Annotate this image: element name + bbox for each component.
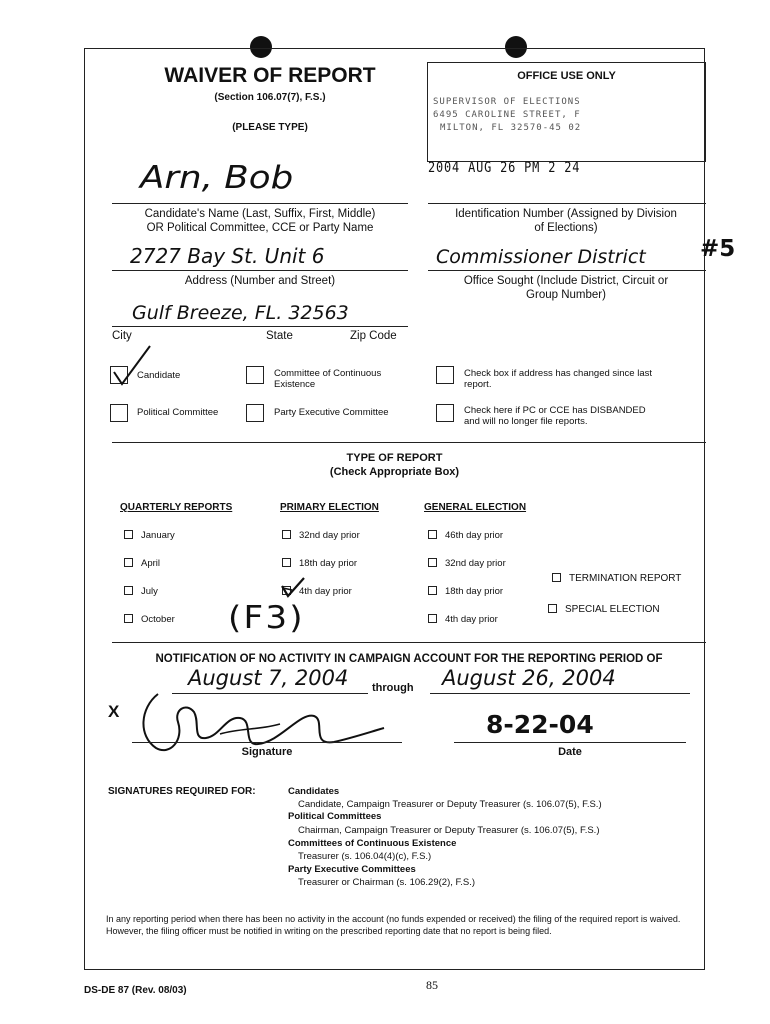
- id-label-1: Identification Number (Assigned by Division: [455, 208, 677, 220]
- date-line: [454, 742, 686, 743]
- address-changed-label-1: Check box if address has changed since last: [464, 368, 652, 379]
- city-line: [112, 326, 408, 327]
- cce-checkbox[interactable]: [246, 366, 264, 384]
- handwritten-f3: (F3): [228, 600, 305, 636]
- checkbox-icon: [124, 586, 133, 595]
- office-sought-line: [428, 270, 706, 271]
- special-election-option[interactable]: SPECIAL ELECTION: [548, 604, 660, 615]
- date-label: Date: [558, 746, 582, 758]
- checkbox-icon: [428, 586, 437, 595]
- sig-req-cce-title: Committees of Continuous Existence: [288, 838, 457, 849]
- signature-x-mark: X: [108, 702, 120, 721]
- termination-report-option[interactable]: TERMINATION REPORT: [552, 573, 681, 584]
- sig-req-political-detail: Chairman, Campaign Treasurer or Deputy Treasurer (s. 106.07(5), F.S.): [298, 825, 600, 836]
- sig-req-cce-detail: Treasurer (s. 106.04(4)(c), F.S.): [298, 851, 432, 862]
- period-to-line: [430, 693, 690, 694]
- checkbox-icon: [552, 573, 561, 582]
- report-type-heading: TYPE OF REPORT: [346, 452, 443, 464]
- id-label-2: of Elections): [534, 222, 598, 234]
- general-option-46th[interactable]: 46th day prior: [428, 530, 503, 541]
- quarterly-option-july[interactable]: July: [124, 586, 158, 597]
- sig-req-party-title: Party Executive Committees: [288, 864, 416, 875]
- general-header: GENERAL ELECTION: [424, 502, 527, 513]
- primary-option-4th[interactable]: 4th day prior: [282, 586, 352, 597]
- office-sought-value: Commissioner District: [436, 246, 646, 268]
- address-line: [112, 270, 408, 271]
- checkbox-icon: [124, 530, 133, 539]
- primary-option-32nd[interactable]: 32nd day prior: [282, 530, 360, 541]
- checkbox-icon: [428, 614, 437, 623]
- office-stamp-line1: SUPERVISOR OF ELECTIONS: [433, 97, 581, 107]
- signature-label: Signature: [241, 746, 293, 758]
- checkbox-icon: [428, 558, 437, 567]
- id-line: [428, 203, 706, 204]
- sig-req-candidates-detail: Candidate, Campaign Treasurer or Deputy Treasurer (s. 106.07(5), F.S.): [298, 799, 602, 810]
- sig-req-candidates-title: Candidates: [288, 786, 340, 797]
- office-sought-label-1: Office Sought (Include District, Circuit or: [463, 275, 669, 287]
- disbanded-label-2: and will no longer file reports.: [464, 416, 588, 427]
- signatures-required-label: SIGNATURES REQUIRED FOR:: [108, 786, 256, 797]
- checkbox-icon: [124, 558, 133, 567]
- form-section: (Section 106.07(7), F.S.): [214, 92, 326, 103]
- general-option-32nd[interactable]: 32nd day prior: [428, 558, 506, 569]
- quarterly-header: QUARTERLY REPORTS: [120, 502, 233, 513]
- address-label: Address (Number and Street): [184, 275, 336, 287]
- period-from-value: August 7, 2004: [188, 666, 349, 690]
- disbanded-label-1: Check here if PC or CCE has DISBANDED: [464, 405, 646, 416]
- office-stamp-line3: MILTON, FL 32570-45 02: [440, 123, 582, 133]
- office-stamp-line2: 6495 CAROLINE STREET, F: [433, 110, 581, 120]
- signature-line: [132, 742, 402, 743]
- primary-header: PRIMARY ELECTION: [280, 502, 379, 513]
- period-to-value: August 26, 2004: [442, 666, 616, 690]
- date-received-stamp: 2004 AUG 26 PM 2 24: [428, 160, 581, 176]
- address-changed-label-2: report.: [464, 379, 492, 390]
- sig-req-party-detail: Treasurer or Chairman (s. 106.29(2), F.S.): [298, 877, 476, 888]
- through-label: through: [372, 682, 414, 694]
- candidate-option-label: Candidate: [137, 370, 181, 381]
- city-state-zip-value: Gulf Breeze, FL. 32563: [132, 302, 349, 324]
- party-committee-label: Party Executive Committee: [274, 407, 389, 418]
- page-number: 85: [426, 978, 438, 992]
- checkbox-icon: [428, 530, 437, 539]
- quarterly-option-january[interactable]: January: [124, 530, 175, 541]
- section-divider-2: [112, 642, 706, 643]
- general-option-18th[interactable]: 18th day prior: [428, 586, 503, 597]
- office-sought-suffix: #5: [700, 236, 736, 262]
- disbanded-checkbox[interactable]: [436, 404, 454, 422]
- quarterly-option-april[interactable]: April: [124, 558, 160, 569]
- name-label-2: OR Political Committee, CCE or Party Name: [146, 222, 374, 234]
- general-option-4th[interactable]: 4th day prior: [428, 614, 498, 625]
- address-value: 2727 Bay St. Unit 6: [130, 244, 325, 268]
- quarterly-option-october[interactable]: October: [124, 614, 175, 625]
- city-label: City: [112, 330, 132, 342]
- checkbox-icon: [282, 530, 291, 539]
- state-label: State: [266, 330, 293, 342]
- name-label-1: Candidate's Name (Last, Suffix, First, Middle): [144, 208, 376, 220]
- candidate-check-mark: [106, 342, 156, 388]
- sig-req-political-title: Political Committees: [288, 811, 382, 822]
- political-committee-checkbox[interactable]: [110, 404, 128, 422]
- checkbox-icon: [282, 558, 291, 567]
- please-type: (PLEASE TYPE): [232, 122, 308, 133]
- office-use-heading: OFFICE USE ONLY: [517, 70, 616, 82]
- name-line: [112, 203, 408, 204]
- cce-label-1: Committee of Continuous: [274, 368, 382, 379]
- cce-label-2: Existence: [274, 379, 316, 390]
- primary-option-18th[interactable]: 18th day prior: [282, 558, 357, 569]
- checkbox-icon: [548, 604, 557, 613]
- office-sought-label-2: Group Number): [526, 289, 606, 301]
- notification-heading: NOTIFICATION OF NO ACTIVITY IN CAMPAIGN ACCOUNT FOR THE REPORTING PERIOD OF: [155, 653, 663, 665]
- report-type-subheading: (Check Appropriate Box): [329, 466, 460, 478]
- party-committee-checkbox[interactable]: [246, 404, 264, 422]
- form-title: WAIVER OF REPORT: [164, 64, 376, 87]
- candidate-name-value: Arn, Bob: [140, 160, 294, 196]
- form-id: DS-DE 87 (Rev. 08/03): [84, 985, 187, 996]
- zip-label: Zip Code: [350, 330, 397, 342]
- address-changed-checkbox[interactable]: [436, 366, 454, 384]
- waiver-footnote: In any reporting period when there has been no activity in the account (no funds expended or received) the filing of the required report is waived. However, the filing officer must be notified in writing on the prescribed reporting date that no report is being filed.: [106, 914, 681, 936]
- section-divider-1: [112, 442, 706, 443]
- checkbox-icon: [124, 614, 133, 623]
- political-committee-label: Political Committee: [137, 407, 219, 418]
- primary-4th-check-mark: [278, 576, 308, 600]
- signature-date-value: 8-22-04: [486, 710, 594, 739]
